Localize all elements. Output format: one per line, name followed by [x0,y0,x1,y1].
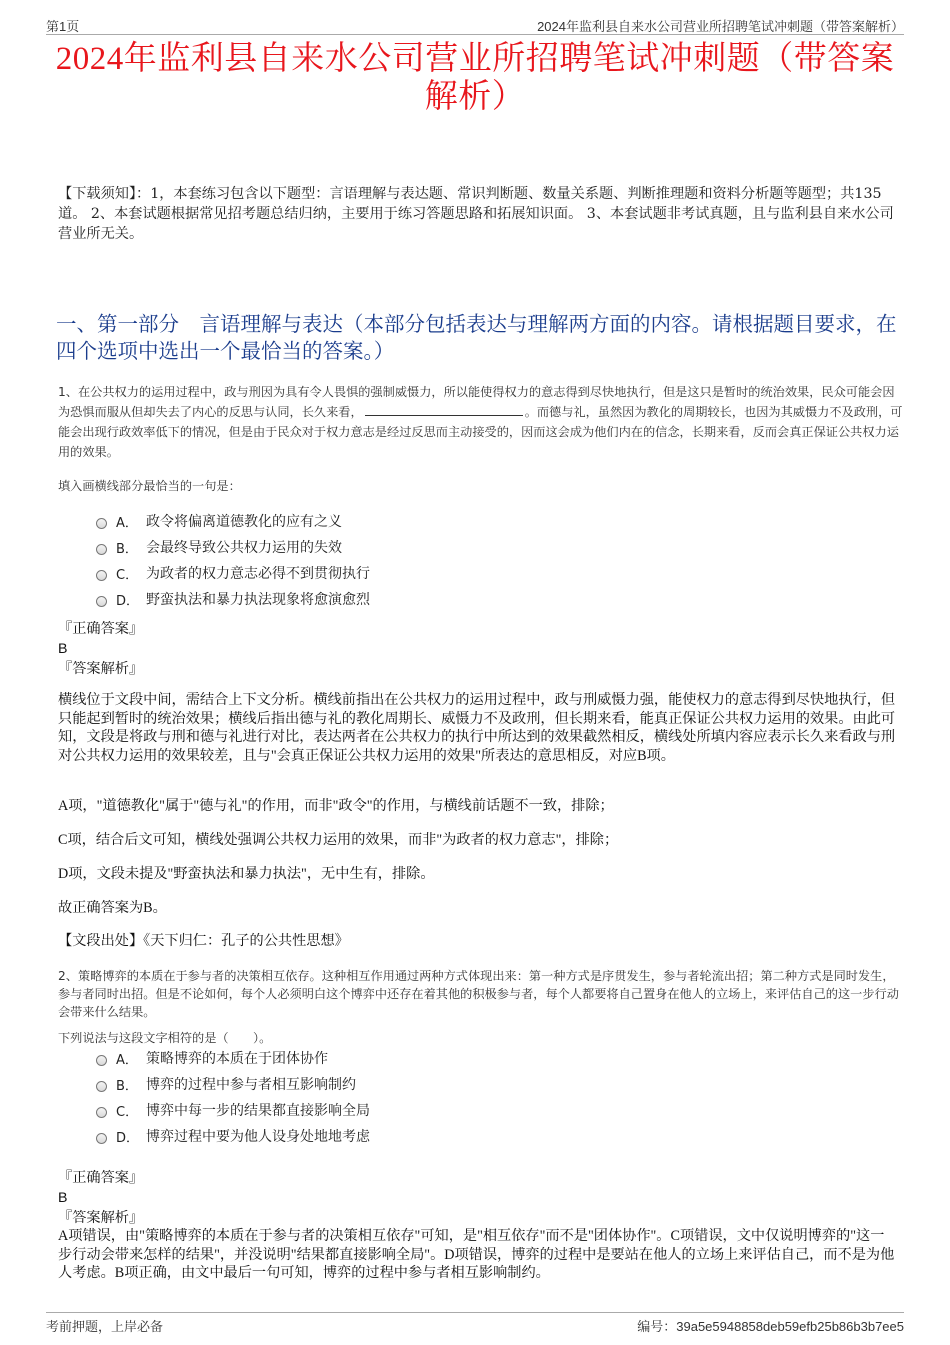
stem-text: 、策略博弈的本质在于参与者的决策相互依存。这种相互作用通过两种方式体现出来：第一种方式是序贯发生，参与者轮流出招；第二种方式是同时发生，参与者同时出招。但是不论如何，每个人必须明白这个博弈中还存在着其他的积极参与者，每个人都要将自己置身在他人的立场上，来评估自己的这一步行动会带来什么结果。 [58,969,899,1019]
serial-label: 编号： [637,1319,677,1334]
option-letter: B． [116,1078,138,1094]
page-header [46,14,904,35]
analysis-option-d: D项，文段未提及"野蛮执法和暴力执法"，无中生有，排除。 [58,866,435,882]
radio-icon[interactable] [96,1081,107,1092]
option-d[interactable] [96,1123,596,1149]
download-notice: 【下载须知】：1，本套练习包含以下题型：言语理解与表达题、常识判断题、数量关系题、判断推理题和资料分析题等题型；共135道。 2、本套试题根据常见招考题总结归纳，主要用于练习答题思路和拓展知识面。 3、本套试题非考试真题，且与监利县自来水公司营业所无关。 [58,186,894,242]
document-title: 2024年监利县自来水公司营业所招聘笔试冲刺题（带答案解析） [55,41,895,115]
question-2-stem [58,967,904,1021]
option-b[interactable] [96,1071,596,1097]
radio-icon[interactable] [96,570,107,581]
footer-slogan: 考前押题，上岸必备 [46,1319,164,1334]
question-2-prompt: 下列说法与这段文字相符的是（ ）。 [58,1031,272,1045]
option-letter: C． [116,1104,139,1120]
radio-icon[interactable] [96,1107,107,1118]
analysis-option-a: A项，"道德教化"属于"德与礼"的作用，而非"政令"的作用，与横线前话题不一致，排除； [58,798,614,814]
option-letter: A． [116,1052,138,1068]
option-c[interactable] [96,1097,596,1123]
section-heading: 一、第一部分 言语理解与表达（本部分包括表达与理解两方面的内容。请根据题目要求，在四个选项中选出一个最恰当的答案。） [56,312,897,363]
question-number: 2 [58,969,66,983]
page-footer [46,1312,904,1333]
stem-text-before-blank: 、在公共权力的运用过程中，政与刑因为具有令人畏惧的强制威慑力，所以能使得权力的意志得到尽快地执行，但是这只是暂时的统治效果，民众可能会因为恐惧而服从但却失去了内心的反思与认同，长久来看， [58,385,895,419]
stem-text-after-blank: 。而德与礼，虽然因为教化的周期较长，也因为其威慑力不及政刑，可能会出现行政效率低下的情况，但是由于民众对于权力意志是经过反思而主动接受的，因而这会成为他们内在的信念，长期来看，反而会真正保证公共权力运用的效果。 [58,405,903,459]
radio-icon[interactable] [96,596,107,607]
analysis-option-c: C项，结合后文可知，横线处强调公共权力运用的效果，而非"为政者的权力意志"，排除； [58,832,619,848]
analysis-source: 【文段出处】《天下归仁：孔子的公共性思想》 [58,933,349,949]
option-text: 会最终导致公共权力运用的失效 [146,540,342,556]
analysis-conclusion: 故正确答案为B。 [58,900,167,916]
analysis-paragraph: A项错误，由"策略博弈的本质在于参与者的决策相互依存"可知，是"相互依存"而不是"团体协作"。C项错误，文中仅说明博弈的"这一步行动会带来怎样的结果"，并没说明"结果都直接影响全局"。D项错误，博弈的过程中是要站在他人的立场上来评估自己，而不是为他人考虑。B项正确，由文中最后一句可知，博弈的过程中参与者相互影响制约。 [58,1228,895,1281]
option-text: 野蛮执法和暴力执法现象将愈演愈烈 [146,592,370,608]
option-letter: D． [116,1130,140,1146]
analysis-label: 『答案解析』 [58,1210,144,1226]
question-1-answer [58,619,898,679]
option-text: 策略博弈的本质在于团体协作 [146,1051,328,1067]
serial-number [637,1316,904,1335]
option-c[interactable] [96,560,596,586]
question-1-options [96,508,596,612]
option-text: 政令将偏离道德教化的应有之义 [146,514,342,530]
option-text: 博弈过程中要为他人设身处地地考虑 [146,1129,370,1145]
radio-icon[interactable] [96,544,107,555]
page-number: 第1页 [46,19,80,34]
radio-icon[interactable] [96,518,107,529]
correct-answer-label: 『正确答案』 [58,1170,144,1186]
question-2-answer [58,1168,898,1228]
option-letter: D． [116,593,140,609]
option-a[interactable] [96,1045,596,1071]
option-a[interactable] [96,508,596,534]
running-title: 2024年监利县自来水公司营业所招聘笔试冲刺题（带答案解析） [537,19,904,34]
radio-icon[interactable] [96,1055,107,1066]
radio-icon[interactable] [96,1133,107,1144]
serial-value: 39a5e5948858deb59efb25b86b3b7ee5 [676,1319,904,1334]
option-d[interactable] [96,586,596,612]
option-b[interactable] [96,534,596,560]
analysis-label: 『答案解析』 [58,661,144,677]
option-letter: C． [116,567,139,583]
option-text: 博弈的过程中参与者相互影响制约 [146,1077,356,1093]
question-1-prompt: 填入画横线部分最恰当的一句是： [58,479,241,493]
question-2-options [96,1045,596,1149]
option-letter: B． [116,541,138,557]
option-text: 为政者的权力意志必得不到贯彻执行 [146,566,370,582]
correct-answer-label: 『正确答案』 [58,621,144,637]
option-letter: A． [116,515,138,531]
correct-answer-value: B [58,641,68,657]
fill-blank-line [365,402,523,416]
analysis-paragraph: 横线位于文段中间，需结合上下文分析。横线前指出在公共权力的运用过程中，政与刑威慑力强，能使权力的意志得到尽快地执行，但只能起到暂时的统治效果；横线后指出德与礼的教化周期长、威慑力不及政刑，但长期来看，能真正保证公共权力运用的效果。由此可知，文段是将政与刑和德与礼进行对比，表达两者在公共权力的执行中所达到的效果截然相反，横线处所填内容应表示长久来看政与刑对公共权力运用的效果较差，且与"会真正保证公共权力运用的效果"所表达的意思相反，对应B项。 [58,692,896,764]
correct-answer-value: B [58,1190,68,1206]
option-text: 博弈中每一步的结果都直接影响全局 [146,1103,370,1119]
question-1-stem [58,382,904,462]
question-number: 1 [58,385,66,399]
